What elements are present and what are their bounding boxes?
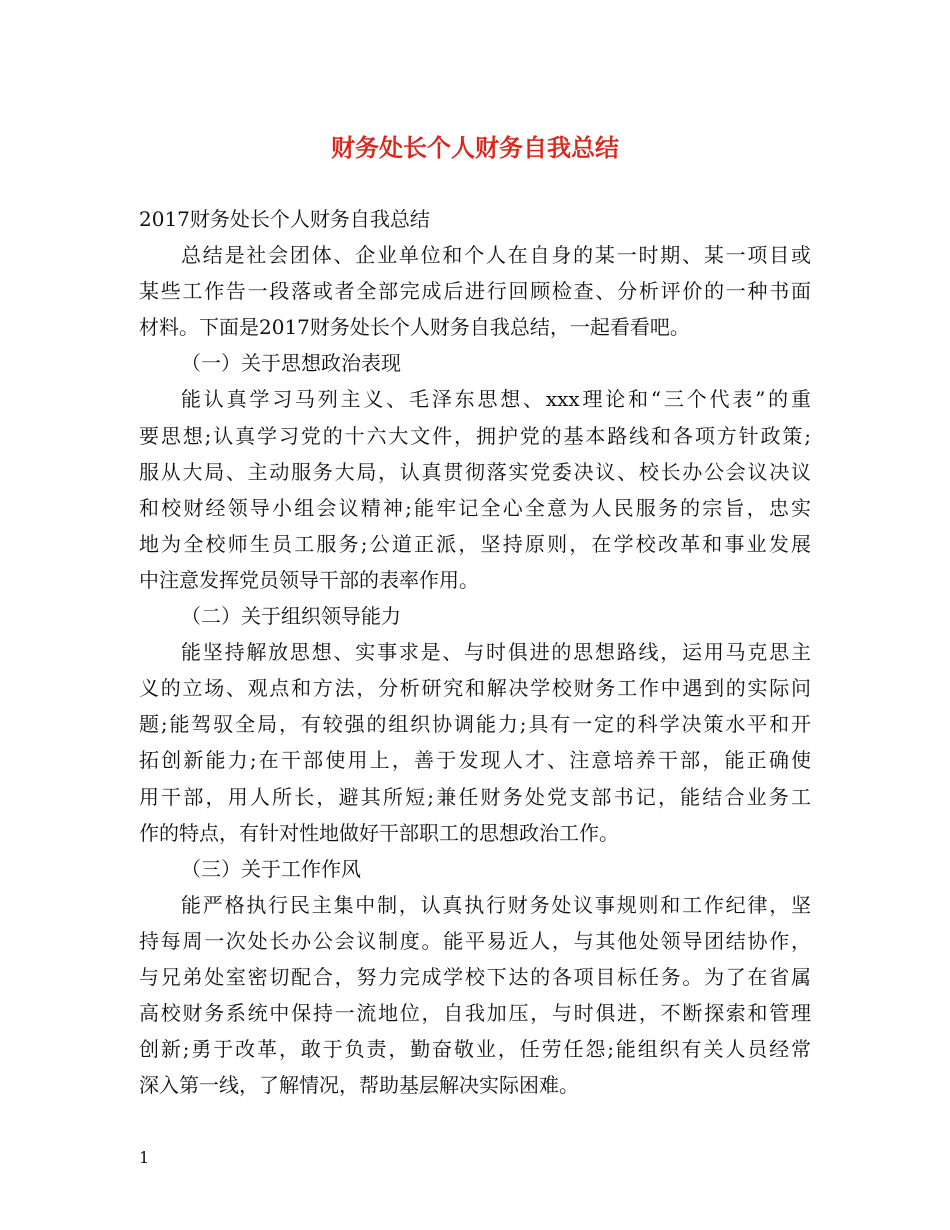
paragraph-line: 中注意发挥党员领导干部的表率作用。 bbox=[139, 567, 479, 592]
paragraph-line: 作的特点，有针对性地做好干部职工的思想政治工作。 bbox=[139, 820, 619, 845]
paragraph-line: 题;能驾驭全局，有较强的组织协调能力;具有一定的科学决策水平和开 bbox=[139, 712, 811, 737]
section-heading: （三）关于工作作风 bbox=[181, 856, 361, 881]
paragraph-line: 要思想;认真学习党的十六大文件，拥护党的基本路线和各项方针政策; bbox=[139, 423, 811, 448]
paragraph-line: 创新;勇于改革，敢于负责，勤奋敬业，任劳任怨;能组织有关人员经常 bbox=[139, 1037, 811, 1062]
section-heading: （二）关于组织领导能力 bbox=[181, 604, 401, 629]
paragraph-line: 用干部，用人所长，避其所短;兼任财务处党支部书记，能结合业务工 bbox=[139, 784, 811, 809]
page-number: 1 bbox=[139, 1148, 150, 1167]
paragraph-line: 深入第一线，了解情况，帮助基层解决实际困难。 bbox=[139, 1073, 579, 1098]
document-title: 财务处长个人财务自我总结 bbox=[331, 134, 619, 162]
paragraph-line: 总结是社会团体、企业单位和个人在自身的某一时期、某一项目或 bbox=[181, 243, 811, 268]
paragraph-line: 持每周一次处长办公会议制度。能平易近人，与其他处领导团结协作， bbox=[139, 928, 811, 953]
subtitle-line: 2017财务处长个人财务自我总结 bbox=[139, 207, 430, 231]
paragraph-line: 能严格执行民主集中制，认真执行财务处议事规则和工作纪律，坚 bbox=[181, 892, 811, 917]
paragraph-line: 某些工作告一段落或者全部完成后进行回顾检查、分析评价的一种书面 bbox=[139, 279, 811, 304]
paragraph-line: 拓创新能力;在干部使用上，善于发现人才、注意培养干部，能正确使 bbox=[139, 748, 811, 773]
paragraph-line: 高校财务系统中保持一流地位，自我加压，与时俱进，不断探索和管理 bbox=[139, 1001, 811, 1026]
paragraph-line: 能认真学习马列主义、毛泽东思想、xxx理论和“三个代表”的重 bbox=[181, 387, 811, 412]
document-body bbox=[139, 201, 811, 1103]
paragraph-line: 地为全校师生员工服务;公道正派，坚持原则，在学校改革和事业发展 bbox=[139, 531, 811, 556]
paragraph-line: 和校财经领导小组会议精神;能牢记全心全意为人民服务的宗旨，忠实 bbox=[139, 495, 811, 520]
section-heading: （一）关于思想政治表现 bbox=[181, 351, 401, 376]
paragraph-line: 义的立场、观点和方法，分析研究和解决学校财务工作中遇到的实际问 bbox=[139, 676, 811, 701]
paragraph-line: 与兄弟处室密切配合，努力完成学校下达的各项目标任务。为了在省属 bbox=[139, 964, 811, 989]
paragraph-line: 能坚持解放思想、实事求是、与时俱进的思想路线，运用马克思主 bbox=[181, 640, 811, 665]
paragraph-line: 材料。下面是2017财务处长个人财务自我总结，一起看看吧。 bbox=[139, 315, 690, 340]
paragraph-line: 服从大局、主动服务大局，认真贯彻落实党委决议、校长办公会议决议 bbox=[139, 459, 811, 484]
